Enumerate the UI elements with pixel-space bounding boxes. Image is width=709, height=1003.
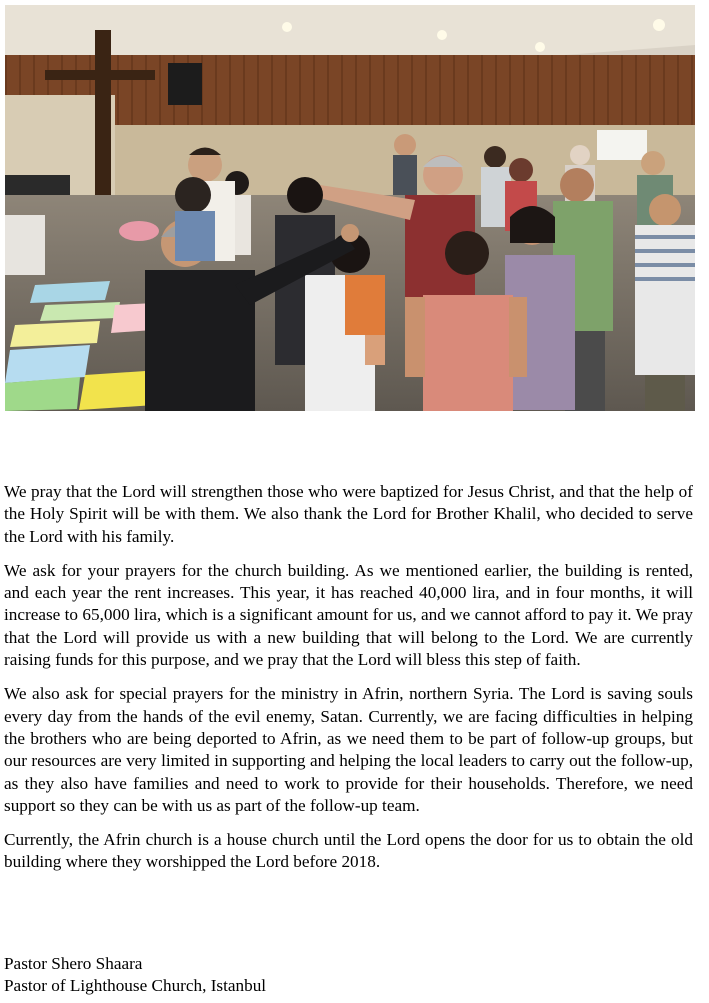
- photo-illustration: [5, 5, 695, 411]
- signature-title: Pastor of Lighthouse Church, Istanbul: [4, 976, 267, 996]
- prayer-gathering-photo: [5, 5, 695, 411]
- letter-body: [4, 481, 693, 886]
- paragraph: We ask for your prayers for the church building. As we mentioned earlier, the building is rented, and each year the rent increases. This year, it has reached 40,000 lira, and in four months, it will increase to 65,000 lira, which is a significant amount for us, and we cannot afford to pay it. We pray that the Lord will provide us with a new building that will belong to the Lord. We are currently raising funds for this purpose, and we pray that the Lord will bless this step of faith.: [4, 560, 693, 670]
- speaker: [168, 63, 202, 105]
- signature-name: Pastor Shero Shaara: [4, 954, 143, 973]
- paragraph: Currently, the Afrin church is a house church until the Lord opens the door for us to obtain the old building where they worshipped the Lord before 2018.: [4, 830, 693, 872]
- paragraph: We also ask for special prayers for the ministry in Afrin, northern Syria. The Lord is saving souls every day from the hands of the evil enemy, Satan. Currently, we are facing difficulties in helping the brothers who are being deported to Afrin, as we need them to be part of follow-up groups, but our resources are very limited in supporting and helping the local leaders to carry out the follow-up, as they also have families and need to work to provide for their households. Therefore, we need support so they can be with us as part of the follow-up team.: [4, 684, 693, 815]
- paragraph: We pray that the Lord will strengthen those who were baptized for Jesus Christ, and that the help of the Holy Spirit will be with them. We also thank the Lord for Brother Khalil, who decided to serve the Lord with his family.: [4, 482, 693, 546]
- person-blue-left: [175, 177, 215, 261]
- signature-block: [4, 953, 266, 998]
